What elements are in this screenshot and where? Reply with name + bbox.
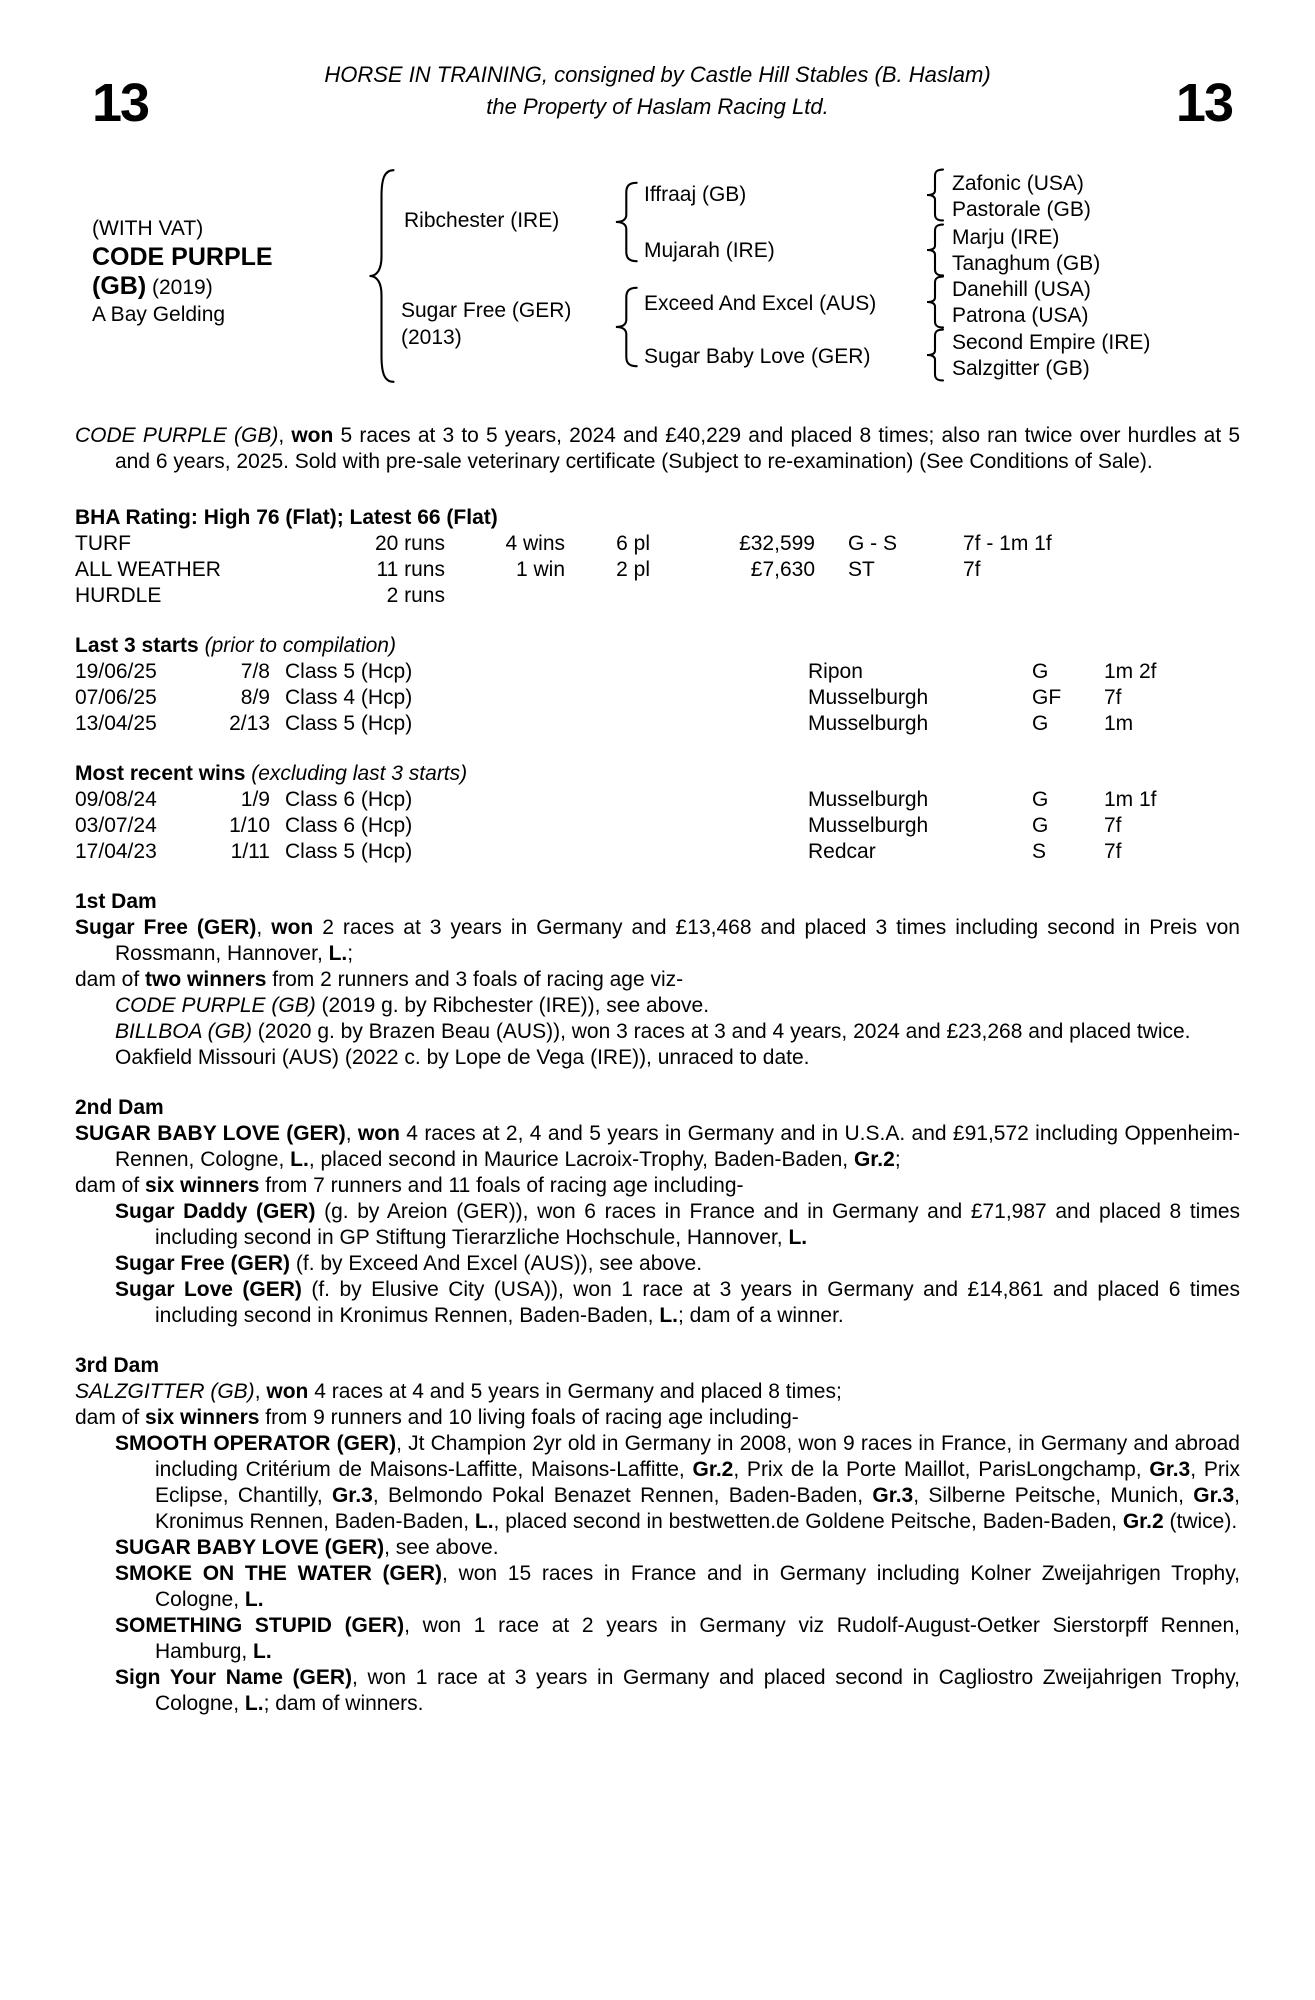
racecourse: Musselburgh [808,686,929,709]
bha-going [815,583,963,609]
main-brace-icon [365,168,395,384]
dam-paragraph: SALZGITTER (GB), won 4 races at 4 and 5 years in Germany and placed 8 times; [75,1380,842,1403]
dam-paragraph: dam of six winners from 9 runners and 10 living foals of racing age including- [75,1406,799,1429]
bha-earnings [650,583,815,609]
bha-places [565,583,650,609]
race-class: Class 5 (Hcp) [285,712,413,735]
grandparent-name: Exceed And Excel (AUS) [644,292,877,315]
bha-runs: 11 runs [376,558,445,581]
dam-paragraph: Sugar Free (GER) (f. by Exceed And Excel (AUS)), see above. [115,1252,703,1275]
ggp-brace-icon [924,329,944,381]
great-grandparent-name: Tanaghum (GB) [952,252,1101,275]
recent-wins-table [75,787,1240,865]
ggp-brace-icon [924,224,944,276]
dam-paragraph: SMOKE ON THE WATER (GER), won 15 races in France and in Germany including Kolner Zweijahrigen Trophy, Cologne, L. [115,1562,1241,1611]
finish-position: 8/9 [240,686,270,709]
start-date: 03/07/24 [75,814,157,837]
ggp-brace-icon [924,169,944,221]
race-class: Class 4 (Hcp) [285,686,413,709]
race-class: Class 5 (Hcp) [285,660,413,683]
dam-paragraph: Sign Your Name (GER), won 1 race at 3 years in Germany and placed second in Cagliostro Zweijahrigen Trophy, Cologne, L.; dam of winners. [115,1666,1240,1715]
bha-going: G - S [848,532,898,555]
dam-paragraph: Sugar Free (GER), won 2 races at 3 years in Germany and £13,468 and placed 3 times including second in Preis von Rossmann, Hannover, L.; [75,916,1240,965]
dam-section [75,1095,1240,1329]
dam-paragraph: SMOOTH OPERATOR (GER), Jt Champion 2yr old in Germany in 2008, won 9 races in France, in Germany and abroad including Critérium de Maisons-Laffitte, Maisons-Laffitte, Gr.2, Prix de la Porte Maillot, ParisLongchamp, Gr.3, Prix Eclipse, Chantilly, Gr.3, Belmondo Pokal Benazet Rennen, Baden-Baden, Gr.3, Silberne Peitsche, Munich, Gr.3, Kronimus Rennen, Baden-Baden, L., placed second in bestwetten.de Goldene Peitsche, Baden-Baden, Gr.2 (twice). [115,1432,1240,1533]
recent-wins-section [75,761,1240,865]
dam-paragraph: Sugar Love (GER) (f. by Elusive City (USA)), won 1 race at 3 years in Germany and £14,861 and placed 6 times including second in Kronimus Rennen, Baden-Baden, L.; dam of a winner. [115,1278,1240,1327]
dam-year: (2013) [401,326,462,349]
bha-earnings: £32,599 [739,532,815,555]
bha-distance: 7f [963,558,981,581]
dam-sections [75,889,1240,1717]
bha-places: 6 pl [616,532,650,555]
sire-brace-icon [612,182,638,262]
great-grandparent-name: Second Empire (IRE) [952,331,1151,354]
grandparent-name: Iffraaj (GB) [644,183,747,206]
last-starts-title: Last 3 starts [75,634,199,657]
win-row [75,787,1240,813]
bha-table [75,531,1240,609]
going: G [1032,814,1049,837]
race-distance: 7f [1104,814,1122,837]
recent-wins-subtitle: (excluding last 3 starts) [251,762,468,785]
last-starts-subtitle: (prior to compilation) [204,634,396,657]
going: G [1032,712,1049,735]
going: G [1032,788,1049,811]
win-row [75,813,1240,839]
start-row [75,659,1240,685]
race-record: CODE PURPLE (GB), won 5 races at 3 to 5 years, 2024 and £40,229 and placed 8 times; also ran twice over hurdles at 5 and 6 years, 2025. Sold with pre-sale veterinary certificate (Subject to re-examination) (See Conditions of Sale). [75,424,1241,473]
great-grandparent-name: Zafonic (USA) [952,172,1084,195]
dam-section [75,889,1240,1071]
sire-name: Ribchester (IRE) [404,209,560,232]
race-distance: 1m [1104,712,1134,735]
bha-surface: TURF [75,532,131,555]
racecourse: Musselburgh [808,712,929,735]
page-header [0,0,1315,140]
pedigree-chart [0,140,1315,396]
bha-distance: 7f - 1m 1f [963,532,1052,555]
last-starts-table [75,659,1240,737]
grandparent-name: Sugar Baby Love (GER) [644,345,871,368]
bha-wins: 1 win [515,558,565,581]
bha-places: 2 pl [616,558,650,581]
grandparent-name: Mujarah (IRE) [644,239,775,262]
bha-surface: ALL WEATHER [75,558,221,581]
race-class: Class 6 (Hcp) [285,788,413,811]
dam-paragraph: SOMETHING STUPID (GER), won 1 race at 2 years in Germany viz Rudolf-August-Oetker Sierstorpff Rennen, Hamburg, L. [115,1614,1240,1663]
going: GF [1032,686,1062,709]
race-distance: 7f [1104,840,1122,863]
dam-paragraph: CODE PURPLE (GB) (2019 g. by Ribchester (IRE)), see above. [115,994,710,1017]
vat-note: (WITH VAT) [92,217,204,240]
dam-paragraph: BILLBOA (GB) (2020 g. by Brazen Beau (AUS)), won 3 races at 3 and 4 years, 2024 and £23,268 and placed twice. [115,1020,1191,1043]
dam-paragraph: Oakfield Missouri (AUS) (2022 c. by Lope de Vega (IRE)), unraced to date. [115,1046,810,1069]
start-row [75,711,1240,737]
start-date: 19/06/25 [75,660,157,683]
horse-suffix-year [92,272,273,302]
horse-description: A Bay Gelding [92,303,226,326]
race-distance: 7f [1104,686,1122,709]
going: S [1032,840,1047,863]
finish-position: 2/13 [229,712,270,735]
bha-row [75,557,1240,583]
ggp-brace-icon [924,276,944,328]
recent-wins-title: Most recent wins [75,762,246,785]
dam-block [401,297,571,351]
racecourse: Redcar [808,840,876,863]
bha-earnings: £7,630 [750,558,815,581]
property-line: the Property of Haslam Racing Ltd. [486,94,829,119]
dam-paragraph: dam of six winners from 7 runners and 11 foals of racing age including- [75,1174,744,1197]
great-grandparent-name: Marju (IRE) [952,226,1060,249]
start-date: 07/06/25 [75,686,157,709]
bha-going: ST [848,558,875,581]
bha-runs: 20 runs [374,532,445,555]
start-date: 09/08/24 [75,788,157,811]
racecourse: Musselburgh [808,814,929,837]
horse-suffix: (GB) [92,272,147,300]
bha-heading: BHA Rating: High 76 (Flat); Latest 66 (Flat) [75,506,498,529]
consignor-line: HORSE IN TRAINING, consigned by Castle Hill Stables (B. Haslam) [324,62,991,87]
recent-wins-heading [75,761,1240,787]
bha-wins [445,583,565,609]
race-distance: 1m 1f [1104,788,1157,811]
finish-position: 1/9 [240,788,270,811]
finish-position: 1/11 [230,840,270,863]
lot-number-left: 13 [92,73,149,133]
last-starts-section [75,633,1240,737]
dam-paragraph: Sugar Daddy (GER) (g. by Areion (GER)), won 6 races in France and in Germany and £71,987 and placed 8 times including second in GP Stiftung Tierarzliche Hochschule, Hannover, L. [115,1200,1241,1249]
race-distance: 1m 2f [1104,660,1157,683]
bha-runs: 2 runs [386,584,445,607]
dam-paragraph: SUGAR BABY LOVE (GER), won 4 races at 2, 4 and 5 years in Germany and in U.S.A. and £91,572 including Oppenheim-Rennen, Cologne, L., placed second in Maurice Lacroix-Trophy, Baden-Baden, Gr.2; [75,1122,1241,1171]
start-row [75,685,1240,711]
racecourse: Ripon [808,660,863,683]
great-grandparent-name: Salzgitter (GB) [952,357,1090,380]
start-date: 13/04/25 [75,712,157,735]
horse-details [92,216,273,328]
bha-distance [963,583,1240,609]
race-class: Class 5 (Hcp) [285,840,413,863]
bha-row [75,531,1240,557]
finish-position: 7/8 [240,660,270,683]
bha-wins: 4 wins [505,532,565,555]
horse-year: (2019) [152,276,213,299]
win-row [75,839,1240,865]
dam-brace-icon [612,287,638,367]
lot-number-right: 13 [1175,73,1232,133]
dam-name: Sugar Free (GER) [401,299,572,322]
start-date: 17/04/23 [75,840,157,863]
dam-section [75,1353,1240,1717]
dam-paragraph: SUGAR BABY LOVE (GER), see above. [115,1536,499,1559]
bha-rating-section [75,505,1240,609]
going: G [1032,660,1049,683]
last-starts-heading [75,633,1240,659]
great-grandparent-name: Pastorale (GB) [952,198,1091,221]
finish-position: 1/10 [229,814,270,837]
horse-name: CODE PURPLE [92,243,273,271]
bha-row [75,583,1240,609]
race-class: Class 6 (Hcp) [285,814,413,837]
great-grandparent-name: Danehill (USA) [952,278,1091,301]
dam-heading: 2nd Dam [75,1096,164,1119]
bha-surface: HURDLE [75,584,162,607]
racecourse: Musselburgh [808,788,929,811]
dam-heading: 3rd Dam [75,1354,160,1377]
great-grandparent-name: Patrona (USA) [952,304,1089,327]
dam-paragraph: dam of two winners from 2 runners and 3 foals of racing age viz- [75,968,684,991]
dam-heading: 1st Dam [75,890,157,913]
